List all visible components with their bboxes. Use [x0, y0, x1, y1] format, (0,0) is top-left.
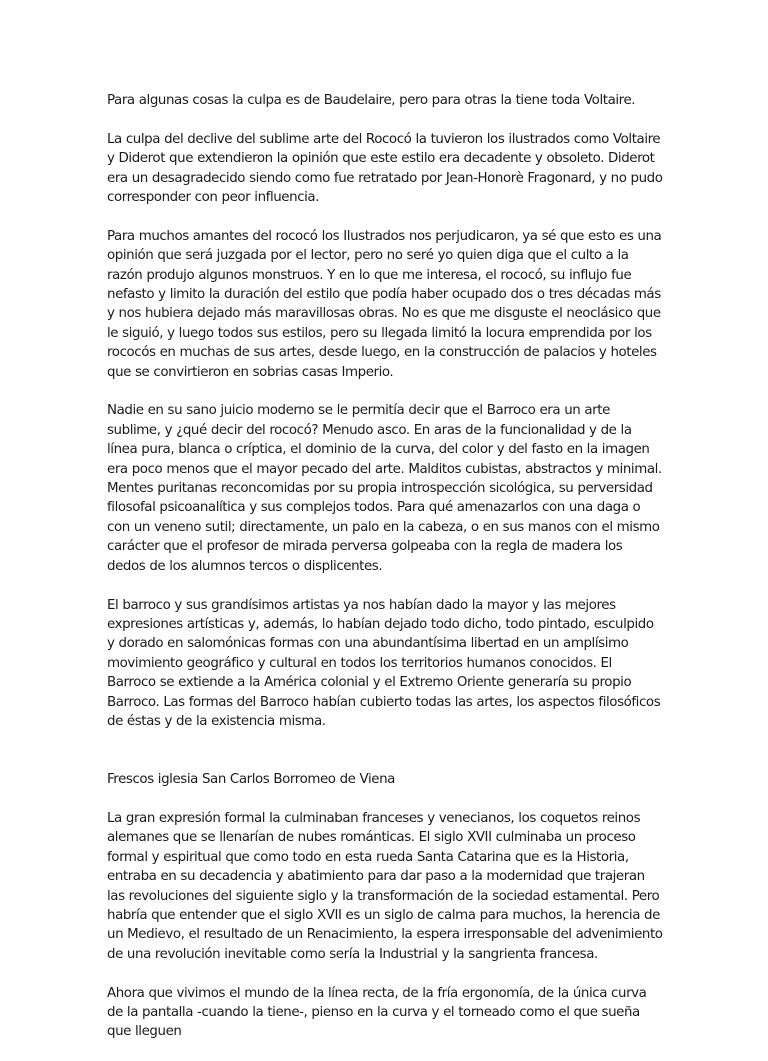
paragraph-straight-line: Ahora que vivimos el mundo de la línea recta, de la fría ergonomía, de la única curva de la pantalla -cuando la tiene-, pienso en la curva y el torneado como el que sueña que lleguen — [107, 985, 647, 1040]
paragraph-illustrados: Para muchos amantes del rococó los Ilustrados nos perjudicaron, ya sé que esto es una opinión que será juzgada por el lector, pero no seré yo quien diga que el culto a la razón produjo algunos monstruos. Y en lo que me interesa, el rococó, su influjo fue nefasto y limito la duración del estilo que podía haber ocupado dos o tres décadas más y nos hubiera dejado más maravillosas obras. No es que me disguste el neoclásico que le siguió, y luego todos sus estilos, pero su llegada limitó la locura emprendida por los rococós en muchas de sus artes, desde luego, en la construcción de palacios y hoteles que se convirtieron en sobrias casas Imperio. — [107, 228, 662, 380]
paragraph-rococo-decline: La culpa del declive del sublime arte del Rococó la tuvieron los ilustrados como Voltaire y Diderot que extendieron la opinión que este estilo era decadente y obsoleto. Diderot era un desagradecido siendo como fue retratado por Jean-Honorè Fragonard, y no pudo corresponder con peor influencia. — [107, 131, 663, 206]
paragraph-formal-expression: La gran expresión formal la culminaban franceses y venecianos, los coquetos reinos alemanes que se llenarían de nubes románticas. El siglo XVII culminaba un proceso formal y espiritual que como todo en esta rueda Santa Catarina que es la Historia, entraba en su decadencia y abatimiento para dar paso a la modernidad que trajeran las revoluciones del siguiente siglo y la transformación de la sociedad estamental. Pero habría que entender que el siglo XVII es un siglo de calma para muchos, la herencia de un Medievo, el resultado de un Renacimiento, la espera irresponsable del advenimiento de una revolución inevitable como sería la Industrial y la sangrienta francesa. — [107, 810, 663, 962]
paragraph-modern-judgment: Nadie en su sano juicio moderno se le permitía decir que el Barroco era un arte sublime, y ¿qué decir del rococó? Menudo asco. En aras de la funcionalidad y de la línea pura, blanca o críptica, el dominio de la curva, del color y del fasto en la imagen era poco menos que el mayor pecado del arte. Malditos cubistas, abstractos y minimal. Mentes puritanas reconcomidas por su propia introspección sicológica, su perversidad filosofal psicoanalítica y sus complejos todos. Para qué amenazarlos con una daga o con un veneno sutil; directamente, un palo en la cabeza, o en sus manos con el mismo carácter que el profesor de mirada perversa golpeaba con la regla de madera los dedos de los alumnos tercos o displicentes. — [107, 403, 662, 574]
image-gap — [107, 751, 664, 770]
image-caption: Frescos iglesia San Carlos Borromeo de Viena — [107, 772, 395, 788]
document-page — [107, 91, 664, 1061]
paragraph-baroque-artists: El barroco y sus grandísimos artistas ya nos habían dado la mayor y las mejores expresiones artísticas y, además, lo habían dejado todo dicho, todo pintado, esculpido y dorado en salomónicas formas con una abundantísima libertad en un amplísimo movimiento geográfico y cultural en todos los territorios humanos conocidos. El Barroco se extiende a la América colonial y el Extremo Oriente generaría su propio Barroco. Las formas del Barroco habían cubierto todas las artes, los aspectos filosóficos de éstas y de la existencia misma. — [107, 597, 661, 729]
paragraph-intro: Para algunas cosas la culpa es de Baudelaire, pero para otras la tiene toda Voltaire. — [107, 93, 636, 108]
